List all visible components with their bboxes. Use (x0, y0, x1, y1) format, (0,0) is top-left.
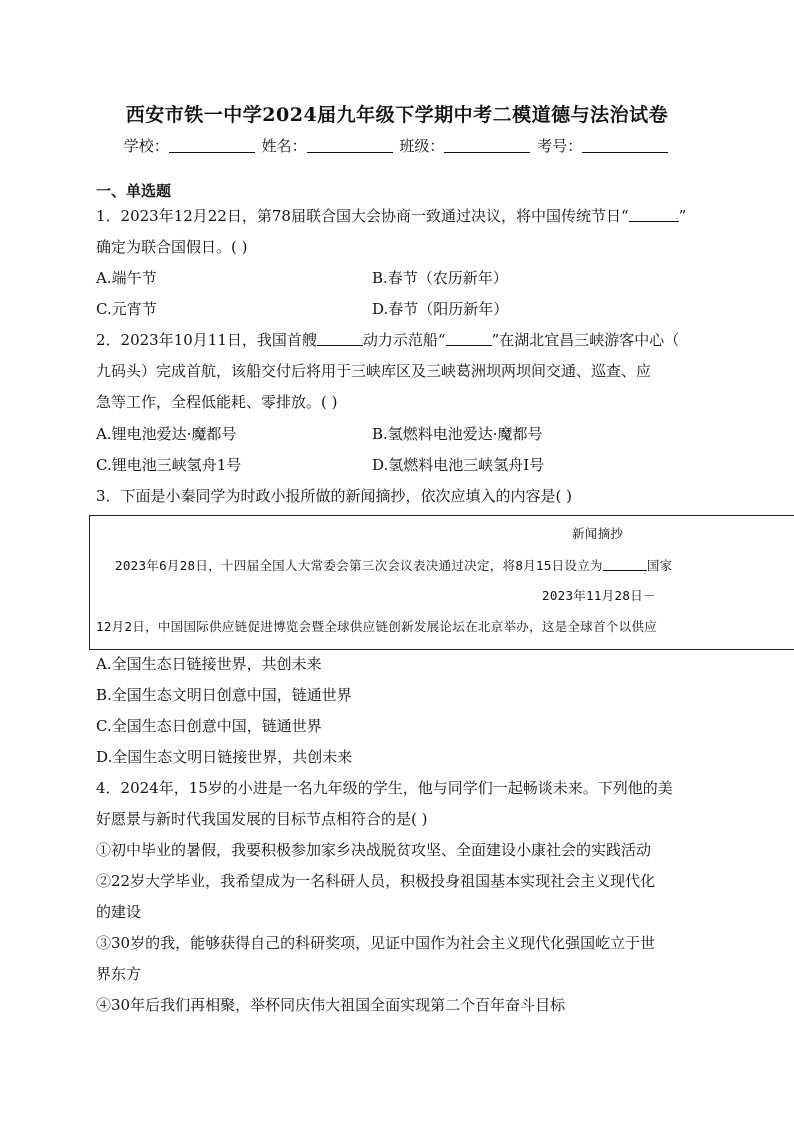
q2-stem-text-c: ”在湖北宜昌三峡游客中心（ (491, 331, 680, 349)
exam-number-label: 考号： (537, 137, 583, 155)
q1-stem-close-quote: ” (678, 207, 687, 225)
section-heading: 一、单选题 (96, 182, 172, 200)
q4-statement-2-line-2: 的建设 (96, 903, 142, 921)
q1-option-b[interactable]: B.春节（农历新年） (372, 269, 508, 287)
q1-option-d[interactable]: D.春节（阳历新年） (372, 300, 509, 318)
exam-number-blank[interactable] (582, 138, 668, 153)
page-title: 西安市铁一中学2024届九年级下学期中考二模道德与法治试卷 (125, 104, 669, 126)
q1-stem-line-2: 确定为联合国假日。( ) (96, 238, 248, 256)
name-blank[interactable] (307, 138, 393, 153)
news-line-1-tail: 国家 (646, 558, 673, 573)
q4-statement-3-line-2: 界东方 (96, 965, 142, 983)
q2-stem-text-b: 动力示范船“ (362, 331, 446, 349)
q3-option-b[interactable]: B.全国生态文明日创意中国，链通世界 (96, 686, 352, 704)
q1-blank (629, 207, 679, 222)
q1-stem-text: 1．2023年12月22日，第78届联合国大会协商一致通过决议，将中国传统节日“ (96, 207, 629, 225)
q2-stem-line-2: 九码头）完成首航，该船交付后将用于三峡库区及三峡葛洲坝两坝间交通、巡查、应 (96, 362, 652, 380)
q1-option-a[interactable]: A.端午节 (96, 269, 157, 287)
q3-option-a[interactable]: A.全国生态日链接世界，共创未来 (96, 655, 322, 673)
q3-option-c[interactable]: C.全国生态日创意中国，链通世界 (96, 717, 322, 735)
news-excerpt-box (89, 515, 794, 650)
school-label: 学校： (123, 137, 169, 155)
q3-option-d[interactable]: D.全国生态文明日链接世界，共创未来 (96, 748, 353, 766)
class-label: 班级： (399, 137, 445, 155)
q2-option-a[interactable]: A.锂电池爱达·魔都号 (96, 425, 237, 443)
class-blank[interactable] (444, 138, 530, 153)
q2-blank-2 (446, 331, 492, 346)
q2-stem-line-1 (96, 330, 679, 350)
q3-stem: 3．下面是小秦同学为时政小报所做的新闻摘抄，依次应填入的内容是( ) (96, 487, 573, 505)
name-label: 姓名： (261, 137, 307, 155)
q4-statement-2-line-1: ②22岁大学毕业，我希望成为一名科研人员，积极投身祖国基本实现社会主义现代化 (96, 872, 656, 890)
q2-blank-1 (317, 331, 363, 346)
news-line-1 (115, 556, 672, 574)
news-line-2: 2023年11月28日－ (542, 588, 656, 603)
q2-stem-text-a: 2．2023年10月11日，我国首艘 (96, 331, 317, 349)
q1-stem-line-1 (96, 206, 686, 226)
q2-stem-line-3: 急等工作，全程低能耗、零排放。( ) (96, 393, 338, 411)
news-excerpt-title: 新闻摘抄 (572, 526, 624, 541)
student-info-line (0, 135, 794, 156)
q4-statement-1: ①初中毕业的暑假，我要积极参加家乡决战脱贫攻坚、全面建设小康社会的实践活动 (96, 841, 652, 859)
q2-option-c[interactable]: C.锂电池三峡氢舟1号 (96, 456, 242, 474)
q4-stem-line-1: 4．2024年，15岁的小进是一名九年级的学生，他与同学们一起畅谈未来。下列他的美 (96, 779, 673, 797)
school-blank[interactable] (169, 138, 255, 153)
q4-stem-line-2: 好愿景与新时代我国发展的目标节点相符合的是( ) (96, 810, 428, 828)
q2-option-d[interactable]: D.氢燃料电池三峡氢舟Ⅰ号 (372, 456, 545, 474)
q1-option-c[interactable]: C.元宵节 (96, 300, 157, 318)
news-blank-1 (603, 558, 647, 571)
q2-option-b[interactable]: B.氢燃料电池爱达·魔都号 (372, 425, 543, 443)
news-line-3: 12月2日，中国国际供应链促进博览会暨全球供应链创新发展论坛在北京举办，这是全球首个以供应 (96, 619, 658, 634)
news-line-1-text: 2023年6月28日，十四届全国人大常委会第三次会议表决通过决定，将8月15日设立为 (115, 558, 603, 573)
q4-statement-3-line-1: ③30岁的我，能够获得自己的科研奖项，见证中国作为社会主义现代化强国屹立于世 (96, 934, 656, 952)
q4-statement-4: ④30年后我们再相聚，举杯同庆伟大祖国全面实现第二个百年奋斗目标 (96, 996, 566, 1014)
